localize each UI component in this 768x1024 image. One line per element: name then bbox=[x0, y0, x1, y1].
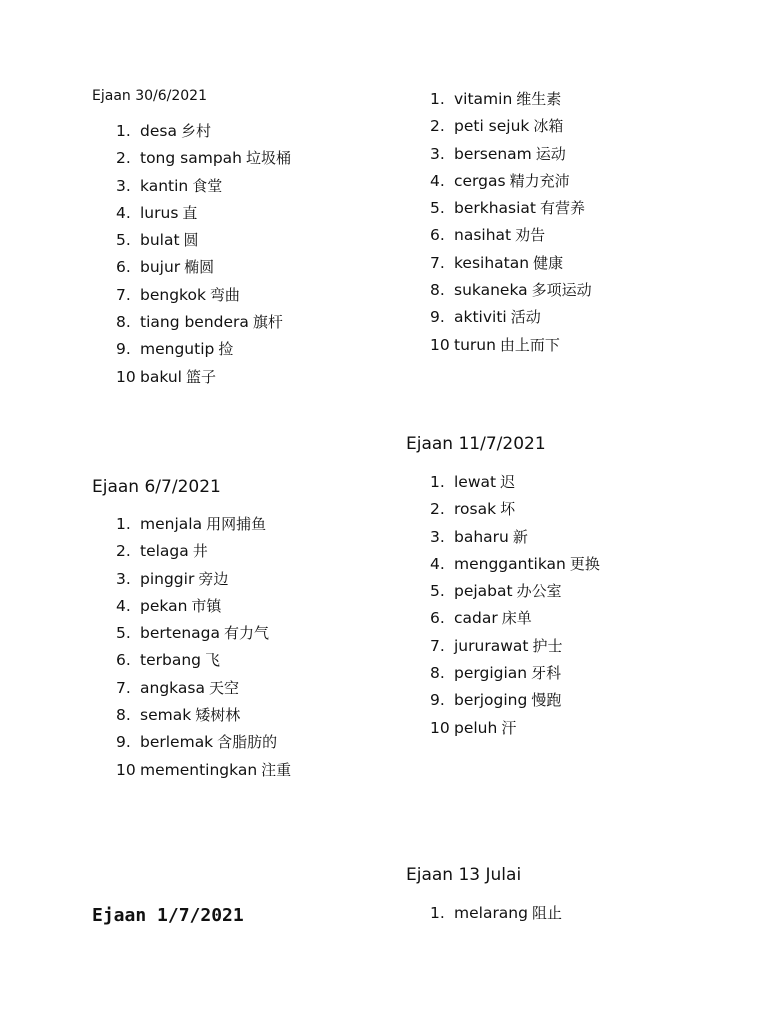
chinese-translation: 维生素 bbox=[516, 90, 562, 108]
item-number: 9. bbox=[430, 691, 445, 710]
malay-word: pejabat bbox=[454, 582, 513, 601]
list-item bbox=[430, 304, 690, 331]
item-number: 6. bbox=[116, 651, 131, 670]
chinese-translation: 精力充沛 bbox=[509, 171, 570, 190]
item-number: 10 bbox=[116, 367, 136, 386]
chinese-translation: 冰箱 bbox=[533, 117, 564, 136]
list-title: Ejaan 1/7/2021 bbox=[92, 905, 244, 926]
item-number: 6. bbox=[116, 258, 131, 277]
item-number: 6. bbox=[430, 609, 445, 628]
malay-word: pinggir bbox=[140, 569, 195, 588]
list-item bbox=[116, 364, 336, 391]
item-number: 6. bbox=[430, 226, 445, 245]
item-number: 4. bbox=[430, 171, 445, 190]
list-item bbox=[430, 900, 690, 927]
item-number: 3. bbox=[116, 569, 131, 588]
chinese-translation: 食堂 bbox=[192, 176, 223, 195]
spelling-list-13-julai bbox=[406, 865, 521, 885]
malay-word: bertenaga bbox=[140, 624, 221, 643]
list-item bbox=[430, 496, 690, 523]
spelling-list-6-7-2021 bbox=[92, 477, 221, 497]
malay-word: melarang bbox=[454, 904, 528, 922]
malay-word: bujur bbox=[140, 258, 181, 277]
item-number: 10 bbox=[430, 335, 450, 354]
list-item bbox=[430, 141, 690, 168]
chinese-translation: 运动 bbox=[535, 144, 566, 163]
chinese-translation: 牙科 bbox=[531, 664, 562, 683]
item-number: 1. bbox=[116, 515, 131, 533]
chinese-translation: 新 bbox=[512, 527, 528, 546]
item-number: 5. bbox=[116, 624, 131, 643]
list-item bbox=[116, 593, 356, 620]
malay-word: kesihatan bbox=[454, 253, 530, 272]
chinese-translation: 圆 bbox=[183, 231, 199, 250]
list-title: Ejaan 6/7/2021 bbox=[92, 477, 221, 497]
list-item bbox=[430, 524, 690, 551]
spelling-list-1-7-2021 bbox=[92, 905, 244, 926]
chinese-translation: 慢跑 bbox=[531, 691, 562, 710]
malay-word: vitamin bbox=[454, 90, 513, 108]
chinese-translation: 飞 bbox=[205, 651, 221, 670]
malay-word: berlemak bbox=[140, 733, 214, 752]
list-title: Ejaan 30/6/2021 bbox=[92, 88, 208, 104]
malay-word: nasihat bbox=[454, 226, 512, 245]
malay-word: bengkok bbox=[140, 285, 206, 304]
malay-word: bersenam bbox=[454, 144, 532, 163]
chinese-translation: 直 bbox=[182, 203, 198, 222]
item-number: 10 bbox=[430, 718, 450, 737]
list-item bbox=[430, 578, 690, 605]
malay-word: kantin bbox=[140, 176, 189, 195]
item-number: 2. bbox=[116, 149, 131, 168]
list-item bbox=[116, 309, 336, 336]
chinese-translation: 办公室 bbox=[516, 582, 562, 601]
list-item bbox=[116, 729, 356, 756]
item-number: 8. bbox=[116, 706, 131, 725]
malay-word: turun bbox=[454, 335, 496, 354]
list-item bbox=[116, 118, 336, 145]
chinese-translation: 坏 bbox=[500, 500, 516, 519]
chinese-translation: 有营养 bbox=[540, 199, 586, 218]
malay-word: semak bbox=[140, 706, 192, 725]
chinese-translation: 有力气 bbox=[224, 624, 270, 643]
chinese-translation: 用网捕鱼 bbox=[206, 515, 267, 533]
chinese-translation: 含脂肪的 bbox=[217, 733, 278, 752]
list-item bbox=[430, 222, 690, 249]
list-item bbox=[430, 605, 690, 632]
item-number: 8. bbox=[430, 664, 445, 683]
chinese-translation: 乡村 bbox=[180, 122, 211, 140]
list-item bbox=[430, 715, 690, 742]
malay-word: bulat bbox=[140, 231, 180, 250]
list-item bbox=[430, 633, 690, 660]
list-item bbox=[430, 469, 690, 496]
chinese-translation: 旗杆 bbox=[252, 313, 283, 332]
malay-word: mengutip bbox=[140, 340, 215, 359]
malay-word: baharu bbox=[454, 527, 509, 546]
item-number: 10 bbox=[116, 760, 136, 779]
item-number: 7. bbox=[116, 678, 131, 697]
malay-word: tiang bendera bbox=[140, 313, 249, 332]
chinese-translation: 弯曲 bbox=[209, 285, 240, 304]
list-item bbox=[430, 86, 690, 113]
item-number: 1. bbox=[116, 122, 131, 140]
item-number: 8. bbox=[116, 313, 131, 332]
list-item bbox=[116, 757, 356, 784]
malay-word: sukaneka bbox=[454, 281, 528, 300]
malay-word: tong sampah bbox=[140, 149, 242, 168]
chinese-translation: 旁边 bbox=[198, 569, 229, 588]
malay-word: pergigian bbox=[454, 664, 528, 683]
list-item bbox=[116, 173, 336, 200]
list-item bbox=[116, 200, 336, 227]
item-number: 5. bbox=[116, 231, 131, 250]
chinese-translation: 市镇 bbox=[191, 596, 222, 615]
list-item bbox=[116, 145, 336, 172]
item-number: 1. bbox=[430, 90, 445, 108]
item-number: 8. bbox=[430, 281, 445, 300]
spelling-list-30-6-2021 bbox=[92, 88, 207, 104]
list-item bbox=[116, 254, 336, 281]
chinese-translation: 垃圾桶 bbox=[245, 149, 291, 168]
item-number: 5. bbox=[430, 582, 445, 601]
list-item bbox=[430, 687, 690, 714]
chinese-translation: 护士 bbox=[532, 636, 563, 655]
list-item bbox=[116, 227, 336, 254]
chinese-translation: 迟 bbox=[500, 473, 516, 491]
chinese-translation: 天空 bbox=[208, 678, 239, 697]
item-number: 2. bbox=[116, 542, 131, 561]
list-item bbox=[430, 195, 690, 222]
chinese-translation: 井 bbox=[192, 542, 208, 561]
list-item bbox=[430, 332, 690, 359]
malay-word: berjoging bbox=[454, 691, 528, 710]
chinese-translation: 活动 bbox=[510, 308, 541, 327]
chinese-translation: 汗 bbox=[501, 718, 517, 737]
chinese-translation: 椭圆 bbox=[184, 258, 215, 277]
malay-word: rosak bbox=[454, 500, 497, 519]
list-item bbox=[430, 277, 690, 304]
list-item bbox=[116, 511, 356, 538]
list-item bbox=[430, 168, 690, 195]
word-list-30-6-2021 bbox=[116, 118, 336, 391]
chinese-translation: 矮树林 bbox=[195, 706, 241, 725]
malay-word: desa bbox=[140, 122, 177, 140]
chinese-translation: 篮子 bbox=[185, 367, 216, 386]
word-list-13-julai bbox=[430, 900, 690, 927]
malay-word: telaga bbox=[140, 542, 189, 561]
chinese-translation: 捡 bbox=[218, 340, 234, 359]
item-number: 3. bbox=[430, 527, 445, 546]
malay-word: pekan bbox=[140, 596, 188, 615]
item-number: 2. bbox=[430, 117, 445, 136]
item-number: 7. bbox=[430, 253, 445, 272]
malay-word: cergas bbox=[454, 171, 506, 190]
malay-word: aktiviti bbox=[454, 308, 507, 327]
malay-word: bakul bbox=[140, 367, 182, 386]
malay-word: lurus bbox=[140, 203, 179, 222]
item-number: 7. bbox=[430, 636, 445, 655]
list-item bbox=[430, 551, 690, 578]
item-number: 7. bbox=[116, 285, 131, 304]
list-title: Ejaan 13 Julai bbox=[406, 865, 522, 885]
malay-word: terbang bbox=[140, 651, 201, 670]
chinese-translation: 健康 bbox=[533, 253, 564, 272]
list-item bbox=[430, 113, 690, 140]
malay-word: menjala bbox=[140, 515, 203, 533]
item-number: 4. bbox=[430, 554, 445, 573]
malay-word: lewat bbox=[454, 473, 497, 491]
item-number: 9. bbox=[116, 340, 131, 359]
list-item bbox=[430, 660, 690, 687]
list-item bbox=[116, 620, 356, 647]
list-item bbox=[116, 566, 356, 593]
malay-word: cadar bbox=[454, 609, 498, 628]
malay-word: jururawat bbox=[454, 636, 529, 655]
list-title: Ejaan 11/7/2021 bbox=[406, 434, 546, 454]
item-number: 1. bbox=[430, 473, 445, 491]
item-number: 9. bbox=[116, 733, 131, 752]
list-item bbox=[116, 538, 356, 565]
chinese-translation: 更换 bbox=[569, 554, 600, 573]
malay-word: angkasa bbox=[140, 678, 205, 697]
list-item bbox=[116, 675, 356, 702]
item-number: 9. bbox=[430, 308, 445, 327]
malay-word: mementingkan bbox=[140, 760, 258, 779]
malay-word: menggantikan bbox=[454, 554, 566, 573]
chinese-translation: 劝告 bbox=[515, 226, 546, 245]
item-number: 2. bbox=[430, 500, 445, 519]
word-list-vitamin bbox=[430, 86, 690, 359]
list-item bbox=[116, 647, 356, 674]
word-list-6-7-2021 bbox=[116, 511, 356, 784]
list-item bbox=[430, 250, 690, 277]
list-item bbox=[116, 702, 356, 729]
spelling-list-11-7-2021 bbox=[406, 434, 546, 454]
word-list-11-7-2021 bbox=[430, 469, 690, 742]
list-item bbox=[116, 282, 336, 309]
item-number: 3. bbox=[116, 176, 131, 195]
malay-word: peti sejuk bbox=[454, 117, 530, 136]
chinese-translation: 阻止 bbox=[531, 904, 562, 922]
malay-word: peluh bbox=[454, 718, 498, 737]
chinese-translation: 注重 bbox=[261, 760, 292, 779]
list-item bbox=[116, 336, 336, 363]
item-number: 4. bbox=[116, 203, 131, 222]
item-number: 3. bbox=[430, 144, 445, 163]
chinese-translation: 由上而下 bbox=[499, 335, 560, 354]
item-number: 5. bbox=[430, 199, 445, 218]
malay-word: berkhasiat bbox=[454, 199, 537, 218]
chinese-translation: 床单 bbox=[501, 609, 532, 628]
item-number: 4. bbox=[116, 596, 131, 615]
chinese-translation: 多项运动 bbox=[531, 281, 592, 300]
item-number: 1. bbox=[430, 904, 445, 922]
